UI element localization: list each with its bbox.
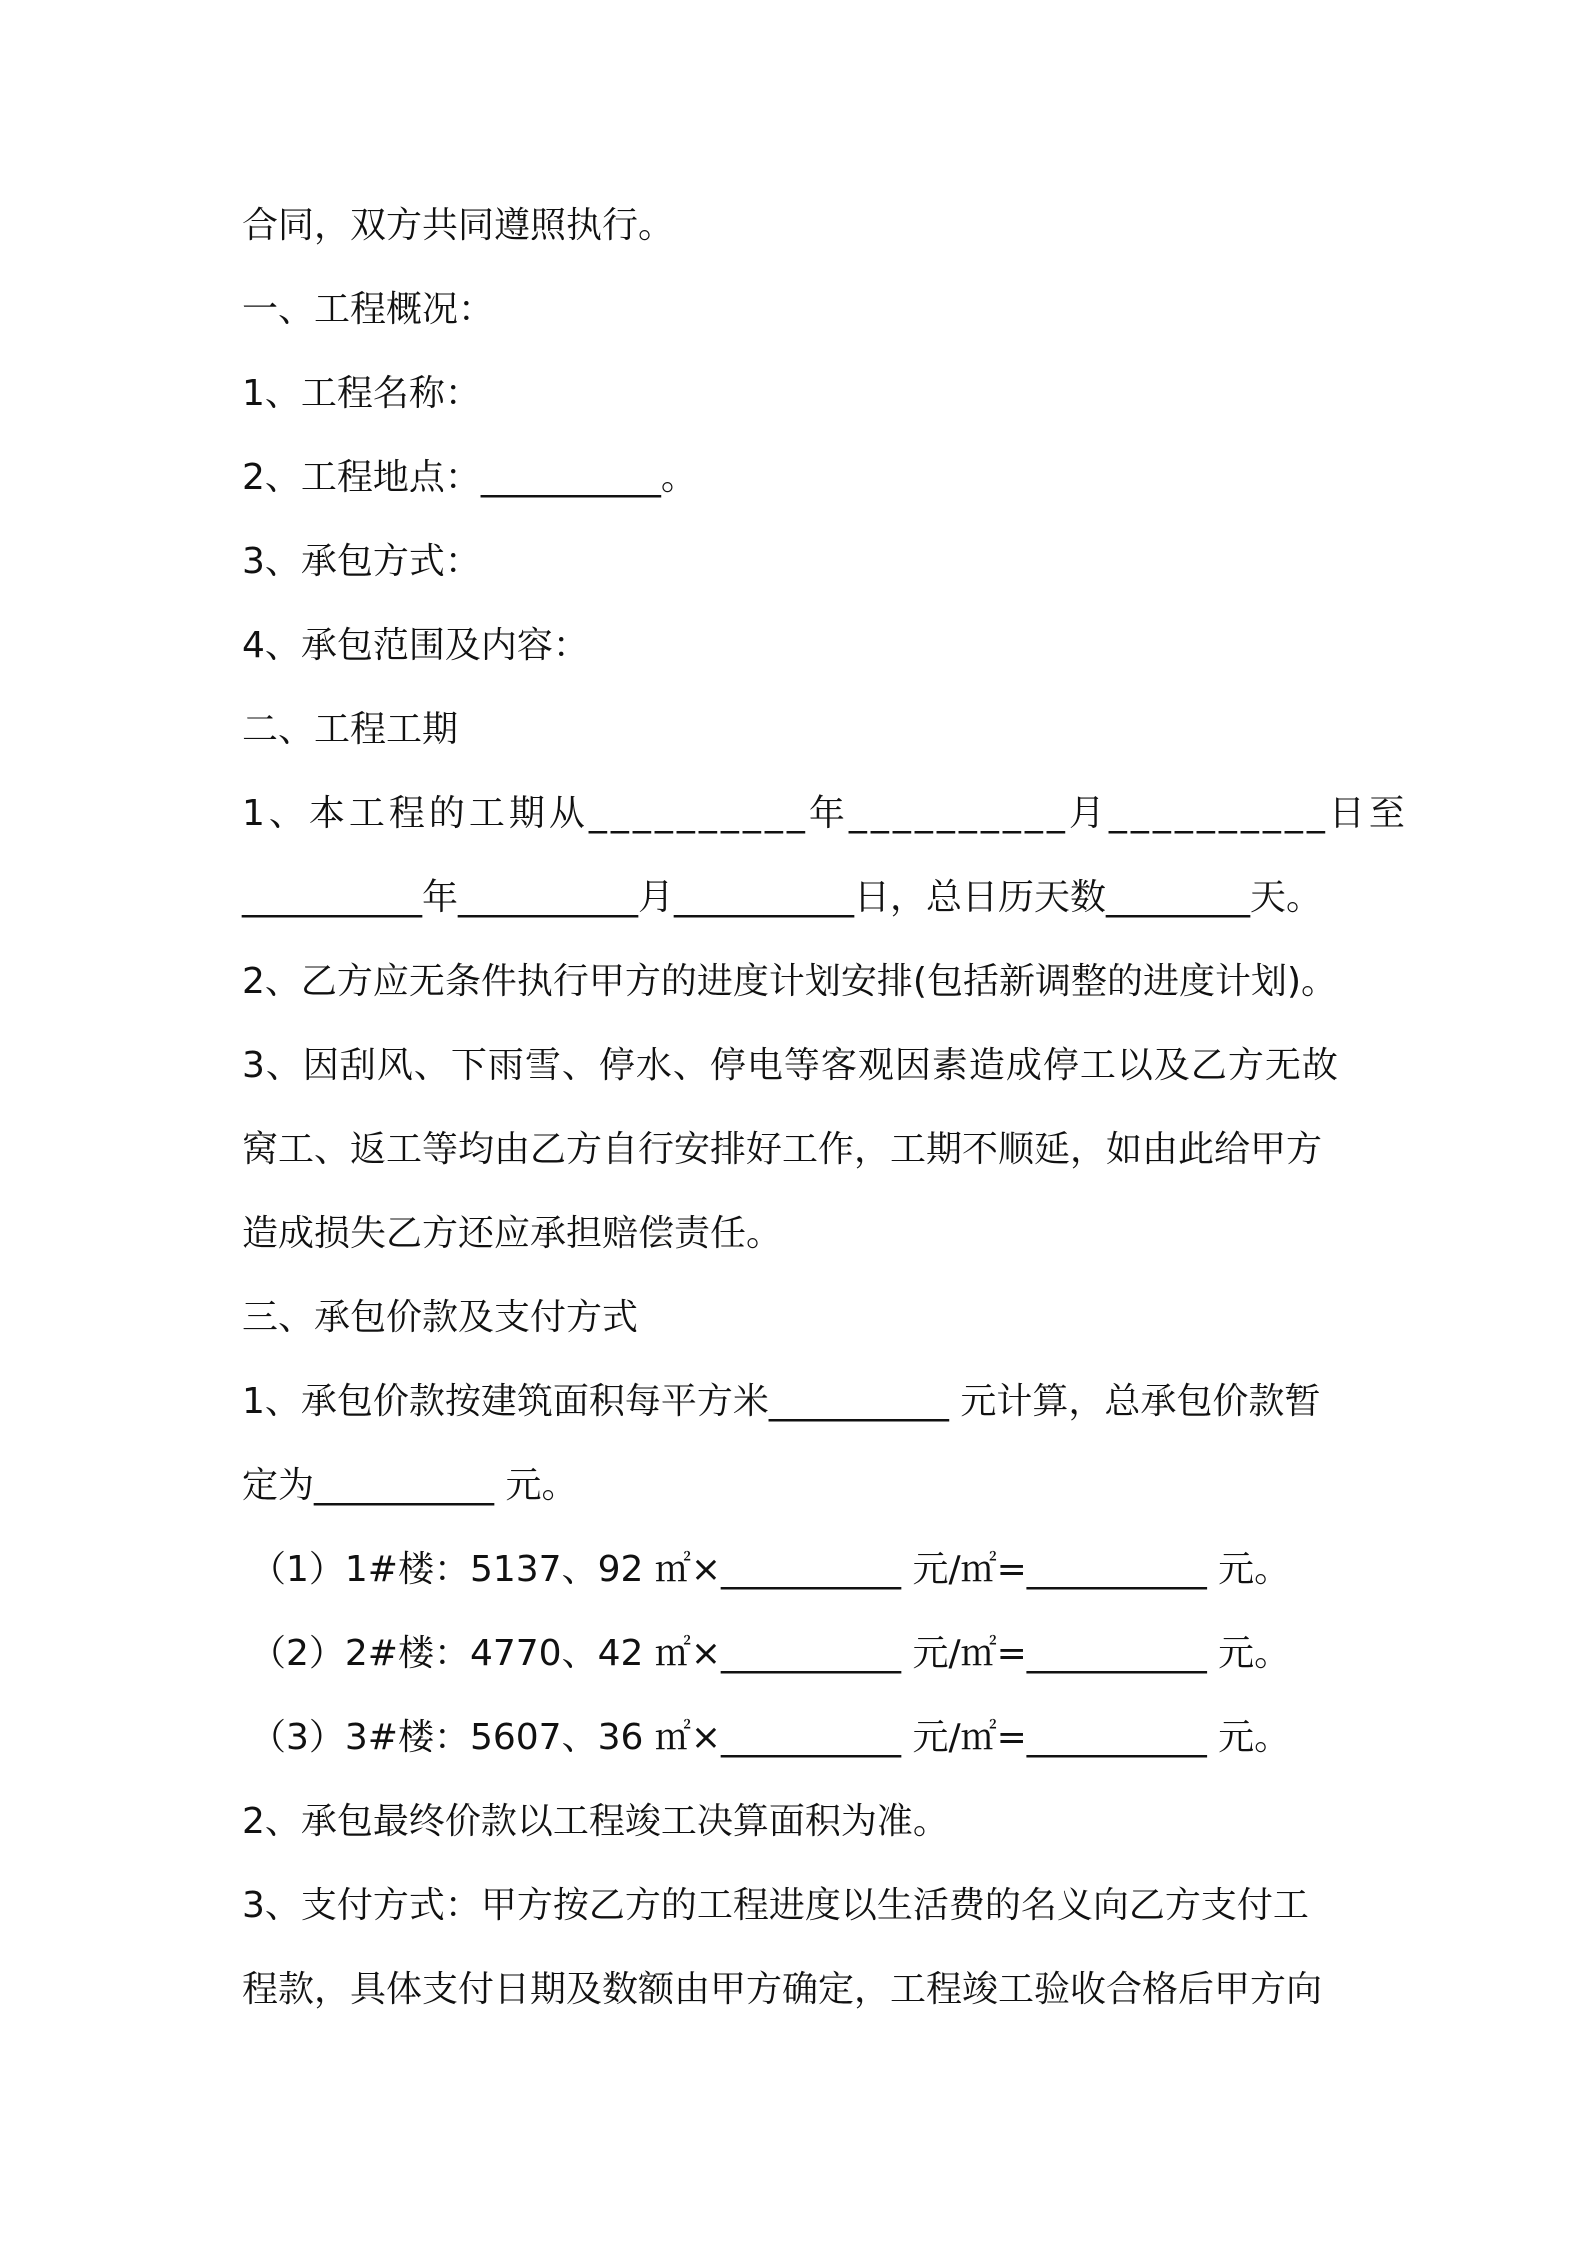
text-line: 1、承包价款按建筑面积每平方米__________ 元计算，总承包价款暂 bbox=[242, 1381, 1321, 1422]
text-line: 1、工程名称： bbox=[242, 373, 481, 414]
list-item: （2）2#楼：4770、42 ㎡×__________ 元/㎡=__________ 元。 bbox=[250, 1633, 1291, 1674]
text-line: 定为__________ 元。 bbox=[242, 1465, 578, 1506]
text-line: 2、乙方应无条件执行甲方的进度计划安排(包括新调整的进度计划)。 bbox=[242, 961, 1337, 1002]
text-line: 合同，双方共同遵照执行。 bbox=[242, 205, 675, 246]
section-heading: 一、工程概况： bbox=[242, 289, 495, 330]
text-line: 2、工程地点：__________。 bbox=[242, 457, 697, 498]
text-line: __________年__________月__________日，总日历天数________天。 bbox=[242, 877, 1323, 918]
text-line: 窝工、返工等均由乙方自行安排好工作，工期不顺延，如由此给甲方 bbox=[242, 1129, 1323, 1170]
text-line: 3、因刮风、下雨雪、停水、停电等客观因素造成停工以及乙方无故 bbox=[242, 1045, 1339, 1086]
section-heading: 二、工程工期 bbox=[242, 709, 459, 750]
text-line: 2、承包最终价款以工程竣工决算面积为准。 bbox=[242, 1801, 949, 1842]
text-line: 3、承包方式： bbox=[242, 541, 481, 582]
section-heading: 三、承包价款及支付方式 bbox=[242, 1297, 639, 1338]
text-line: 1、本工程的工期从__________年__________月__________日至 bbox=[242, 793, 1409, 834]
text-line: 4、承包范围及内容： bbox=[242, 625, 589, 666]
list-item: （1）1#楼：5137、92 ㎡×__________ 元/㎡=__________ 元。 bbox=[250, 1549, 1291, 1590]
list-item: （3）3#楼：5607、36 ㎡×__________ 元/㎡=__________ 元。 bbox=[250, 1717, 1291, 1758]
text-line: 造成损失乙方还应承担赔偿责任。 bbox=[242, 1213, 783, 1254]
text-line: 3、支付方式：甲方按乙方的工程进度以生活费的名义向乙方支付工 bbox=[242, 1885, 1309, 1926]
text-line: 程款，具体支付日期及数额由甲方确定，工程竣工验收合格后甲方向 bbox=[242, 1969, 1323, 2010]
